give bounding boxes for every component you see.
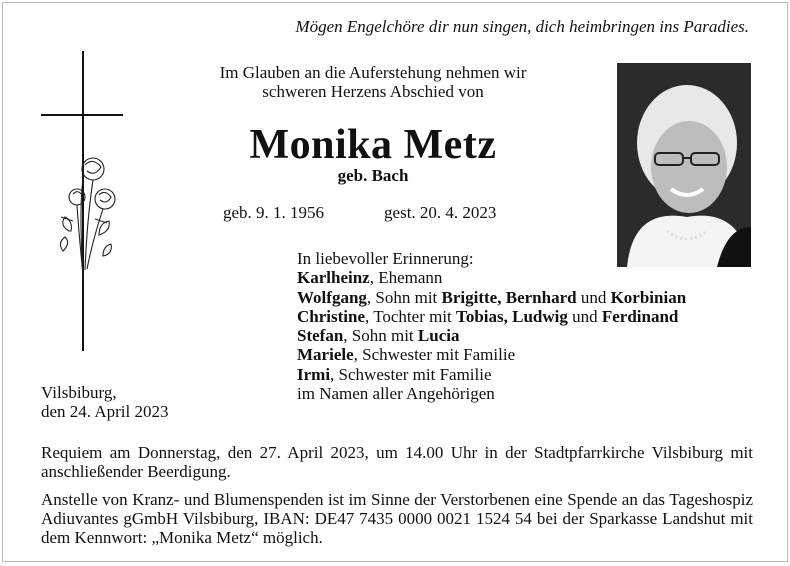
mourner-line xyxy=(297,268,686,287)
cross-with-roses-icon xyxy=(33,51,133,351)
intro-text xyxy=(163,63,583,101)
mourner-lines xyxy=(297,268,686,403)
mourner-line xyxy=(297,365,686,384)
birth-date: geb. 9. 1. 1956 xyxy=(223,203,325,222)
intro-line-2: schweren Herzens Abschied von xyxy=(262,82,484,101)
mourner-relation: im Namen aller Angehörigen xyxy=(297,384,495,404)
place-and-date xyxy=(41,383,169,422)
mourner-line xyxy=(297,288,686,307)
mourner-name: Christine xyxy=(297,306,365,326)
mourner-relation: , Schwester mit Familie xyxy=(330,364,492,384)
death-date: gest. 20. 4. 2023 xyxy=(384,203,497,222)
mourner-line xyxy=(297,345,686,364)
requiem-text: Requiem am Donnerstag, den 27. April 2023, um 14.00 Uhr in der Stadtpfarrkirche Vilsbiburg mit anschließender Beerdigung. xyxy=(41,443,753,481)
mourner-line xyxy=(297,307,686,326)
mourner-name: Brigitte, Bernhard xyxy=(441,287,577,307)
mourner-relation: und xyxy=(567,306,602,326)
donation-text: Anstelle von Kranz- und Blumenspenden ist im Sinne der Verstorbenen eine Spende an das Tageshospiz Adiuvantes gGmbH Vilsbiburg, IBAN: DE47 7435 0000 0021 1524 54 bei der Sparkasse Landshut mit dem Kennwort: „Monika Metz“ möglich. xyxy=(41,490,753,547)
portrait-photo xyxy=(617,63,751,267)
deceased-name: Monika Metz xyxy=(249,122,497,168)
place-date: den 24. April 2023 xyxy=(41,402,169,422)
mourners-list xyxy=(297,249,686,403)
mourner-name: Ferdinand xyxy=(601,306,679,326)
mourner-name: Lucia xyxy=(417,326,460,346)
mourner-relation: , Ehemann xyxy=(369,268,443,288)
mourner-relation: und xyxy=(576,287,611,307)
mourner-name: Irmi xyxy=(297,364,331,384)
portrait-image xyxy=(617,63,751,267)
mourner-relation: , Tochter mit xyxy=(365,306,457,326)
motto: Mögen Engelchöre dir nun singen, dich heimbringen ins Paradies. xyxy=(295,17,749,36)
place: Vilsbiburg, xyxy=(41,383,117,402)
mourner-name: Karlheinz xyxy=(297,268,370,288)
life-dates xyxy=(223,203,496,223)
mourner-name: Wolfgang xyxy=(297,287,367,307)
birth-name: geb. Bach xyxy=(337,166,409,185)
obituary-notice xyxy=(2,2,788,562)
mourner-name: Korbinian xyxy=(610,287,687,307)
mourner-relation: , Sohn mit xyxy=(366,287,442,307)
mourner-name: Stefan xyxy=(297,326,344,346)
intro-line-1: Im Glauben an die Auferstehung nehmen wir xyxy=(219,63,527,82)
mourner-name: Tobias, Ludwig xyxy=(456,306,568,326)
mourner-relation: , Schwester mit Familie xyxy=(353,345,516,365)
mourner-relation: , Sohn mit xyxy=(343,326,418,346)
mourner-line xyxy=(297,384,686,403)
mourner-line xyxy=(297,326,686,345)
mourner-name: Mariele xyxy=(297,345,354,365)
memory-line: In liebevoller Erinnerung: xyxy=(297,249,474,268)
